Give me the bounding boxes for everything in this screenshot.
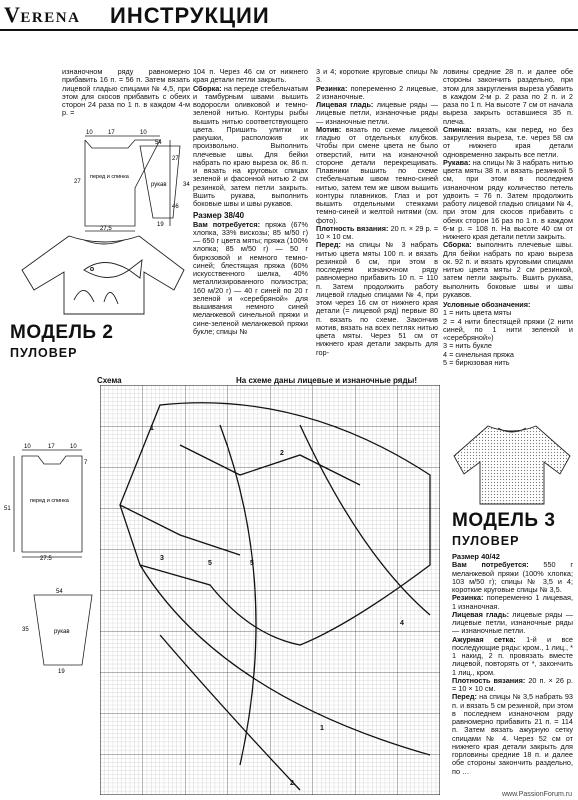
col2-text <box>193 68 308 336</box>
col1-text <box>62 68 190 118</box>
sleeve2-label: рукав <box>54 629 70 635</box>
size2-needs-label: Вам потребуется: <box>193 219 261 229</box>
col5-p5-label: Перед: <box>452 692 477 702</box>
col2-assembly-text: на переде стебельчатым и тамбурным швами вышить водоросли оливковой и темно-зеленой нитью. Контуры рыбы вышить нитью соответствующего цвета. Пришить улитки и ракушки, расположив их произвольно. Выполнить плечевые швы. Для бейки набрать по краю выреза ок. 86 п. и вязать на круговых спицах зеленой и фасонной нитью 2 см резинкой, затем петли закрыть. Вшить рукава, выполнить боковые швы и швы рукавов. <box>193 83 308 208</box>
legend-item: 3 = нить букле <box>443 341 492 351</box>
knitting-chart <box>100 385 440 795</box>
col2-top-paragraph: 104 п. Через 46 см от нижнего края детали петли закрыть. <box>193 67 308 85</box>
svg-text:2: 2 <box>290 780 294 787</box>
svg-text:1: 1 <box>320 725 324 732</box>
footer-watermark: www.PassionForum.ru <box>501 791 572 798</box>
col3-text <box>316 68 438 357</box>
diag1-h1: 27 <box>172 156 179 162</box>
brand-initial: V <box>4 2 21 27</box>
svg-text:5: 5 <box>208 560 212 567</box>
diag2-h1: 7 <box>84 460 88 466</box>
col4-top-paragraph: ловины средние 28 п. и далее обе стороны закончить раздельно, при этом для закругления выреза убавить в каждом 2-м р. 2 раза по 2 п. и 2 раза по 1 п. На высоте 7 см от начала выреза закрыть оставшиеся 35 п. плеча. <box>443 67 573 126</box>
legend-title: Условные обозначения: <box>443 300 531 309</box>
brand-logo <box>4 2 80 28</box>
col3-top-paragraph: 3 и 4; короткие круговые спицы № 3. <box>316 67 438 85</box>
col4-p2-label: Сборка: <box>443 240 472 250</box>
col1-top-paragraph: изнаночном ряду равномерно прибавить 16 п. = 56 п. Затем вязать лицевой гладью спицами № 4,5, при этом для скосов прибавить с обеих сторон 24 раза по 1 п. в каждом 4-м р. = <box>62 67 190 118</box>
col5-p3-label: Ажурная сетка: <box>452 634 516 644</box>
col4-p2-text: выполнить плечевые швы. Для бейки набрать по краю выреза ок. 92 п. и вязать круговыми спицами нитью цвета мяты 2 см резинкой, затем петли закрыть. Вшить рукава, выполнить боковые швы и швы рукавов. <box>443 240 573 299</box>
diag1-wbot: 27,5 <box>100 226 112 232</box>
diag1-w3: 10 <box>140 130 147 136</box>
col3-p4-text: на спицы № 3 набрать нитью цвета мяты 100 п. и вязать резинкой 6 см, при этом в последнем изнаночном ряду равномерно прибавить 10 п. = 110 п. Затем продолжить работу лицевой гладью спицами № 4, при этом через 16 см от нижнего края детали (= лицевой ряд) первые 80 п. вязать по схеме. Закончив мотив, вязать на всех петлях нитью цвета мяты. Через 51 см от нижнего края детали закрыть для гор- <box>316 240 438 357</box>
sleeve2-wtop: 54 <box>56 589 63 595</box>
col5-p5-text: на спицы № 3,5 набрать 93 п. и вязать 5 см резинкой, при этом в последнем изнаночном ряду равномерно прибавить 21 п. = 114 п. Затем вязать ажурную сетку спицами № 4. Через 52 см от нижнего края детали закрыть для горловины средние 18 п. и далее обе стороны закончить раздельно, по … <box>452 692 573 776</box>
col3-p0-label: Резинка: <box>316 83 348 93</box>
col5-text <box>452 553 573 776</box>
diag2-label: перед и спинка <box>30 498 69 504</box>
col5-p2-text: лицевые ряды — лицевые петли, изнаночные ряды — изнаночные петли. <box>452 609 574 636</box>
size2-needs-text: пряжа (67% хлопка, 33% вискозы; 85 м/50 г) — 650 г цвета мяты; пряжа (100% хлопка; 85 м/50 г) — 50 г бирюзовой и немного темно-синей; блестящая пряжа (60% искусственного шелка, 40% металлизированного полиэстра; 160 м/20 г) — 40 г синей по 20 г зеленой и «серебряной» для вышивания немного синей меланжевой синельной пряжи и сине-зеленой меланжевой пряжи букле; спицы № <box>193 219 308 336</box>
legend-item: 5 = бирюзовая нить <box>443 357 510 367</box>
col5-p3-text: 1-й и все последующие ряды: кром., 1 лиц., * 1 накид, 2 п. провязать вместе лицевой, повторять от *, закончить 1 лиц., кром. <box>452 634 573 677</box>
col3-p0-text: попеременно 2 лицевые, 2 изнаночные. <box>316 83 438 101</box>
sleeve1-wtop: 54 <box>155 140 162 146</box>
pattern-diagram-sleeve <box>135 138 190 228</box>
page-title: ИНСТРУКЦИИ <box>110 3 270 28</box>
sleeve2-h: 35 <box>22 627 29 633</box>
col4-text <box>443 68 573 367</box>
diag2-w3: 10 <box>70 444 77 450</box>
col3-p2-label: Мотив: <box>316 124 342 134</box>
size3-title: Размер 40/42 <box>452 552 500 561</box>
diag1-h2: 27 <box>74 179 81 185</box>
col4-p1-label: Рукава: <box>443 157 471 167</box>
sleeve1-wbot: 19 <box>157 222 164 228</box>
svg-text:5: 5 <box>250 560 254 567</box>
col2-assembly-label: Сборка: <box>193 83 222 93</box>
col5-p4-text: 20 п. × 26 р. = 10 × 10 см. <box>452 675 573 693</box>
legend-item: 4 = синельная пряжа <box>443 349 514 359</box>
col3-p3-text: 20 п. × 29 р. = 10 × 10 см. <box>316 223 439 241</box>
pattern-diagram-sleeve-2 <box>20 585 100 675</box>
svg-text:2: 2 <box>280 450 284 457</box>
svg-text:1: 1 <box>150 425 154 432</box>
sleeve1-h: 34 <box>183 182 190 188</box>
diag1-w2: 17 <box>108 130 115 136</box>
brand-rest: ERENA <box>20 10 81 26</box>
col5-p4-label: Плотность вязания: <box>452 675 526 685</box>
col3-p1-label: Лицевая гладь: <box>316 100 374 109</box>
col5-p0-label: Вам потребуется: <box>452 560 529 570</box>
diag1-label: перед и спинка <box>90 174 129 180</box>
diag1-w1: 10 <box>86 130 93 136</box>
model3-subtitle: ПУЛОВЕР <box>452 534 520 548</box>
col3-p1-text: лицевые ряды — лицевые петли, изнаночные ряды — изнаночные петли. <box>316 100 439 126</box>
diag2-wbot: 27,5 <box>40 556 52 560</box>
sleeve1-label: рукав <box>151 182 167 188</box>
legend-item: 2 = 4 нити блестящей пряжи (2 нити синей, по 1 нити зеленой и «серебряной») <box>443 316 573 342</box>
col4-p0-text: вязать, как перед, но без закругления выреза, т.е. через 58 см от нижнего края детали одновременно закрыть все петли. <box>443 124 573 159</box>
col4-p0-label: Спинка: <box>443 124 472 134</box>
header-divider <box>0 29 578 31</box>
col3-p2-text: вязать по схеме лицевой гладью от отдельных клубков. Чтобы при смене цвета не было отверстий, нити на изнаночной стороне детали перекрещивать. Плавники вышить по схеме стебельчатым швом темно-синей нитью, затем тем же швом вышить контуры плавников. Глаз и рот вышить отдельными стежками темно-синей и желтой нитями (см. фото). <box>316 124 438 225</box>
schema-note: На схеме даны лицевые и изнаночные ряды! <box>236 376 418 385</box>
col3-p3-label: Плотность вязания: <box>316 223 389 233</box>
model3-title: МОДЕЛЬ 3 <box>452 510 556 531</box>
col3-p4-label: Перед: <box>316 240 341 250</box>
svg-text:4: 4 <box>400 620 404 627</box>
diag1-h3: 46 <box>172 204 179 210</box>
diag2-h2: 51 <box>4 506 11 512</box>
svg-text:3: 3 <box>160 555 164 562</box>
diag2-w2: 17 <box>48 444 55 450</box>
sweater-mesh-illustration <box>448 418 576 508</box>
model2-subtitle: ПУЛОВЕР <box>10 346 78 360</box>
legend-item: 1 = нить цвета мяты <box>443 308 512 318</box>
diag2-w1: 10 <box>24 444 31 450</box>
pattern-diagram-front-back-2 <box>4 440 96 560</box>
size2-title: Размер 38/40 <box>193 211 245 221</box>
col5-p1-text: попеременно 1 лицевая, 1 изнаночная. <box>452 593 573 611</box>
col5-p0-text: 550 г меланжевой пряжи (100% хлопка; 103 м/50 г); спицы № 3,5 и 4; короткие круговые спицы № 3,5. <box>452 560 573 594</box>
sleeve2-wbot: 19 <box>58 669 65 675</box>
col4-p1-text: на спицы № 3 набрать нитью цвета мяты 38 п. и вязать резинкой 5 см, при этом в последнем изнаночном ряду количество петель удвоить = 76 п. Затем продолжить работу лицевой гладью спицами № 4, при этом для скосов прибавить с обеих сторон 16 раз по 1 п. в каждом 6-м р. = 108 п. На высоте 40 см от нижнего края детали петли закрыть. <box>443 157 573 241</box>
col5-p2-label: Лицевая гладь: <box>452 609 510 619</box>
sweater-fish-illustration <box>14 230 194 318</box>
schema-title: Схема <box>97 376 122 385</box>
model2-title: МОДЕЛЬ 2 <box>10 322 114 343</box>
col5-p1-label: Резинка: <box>452 593 484 603</box>
